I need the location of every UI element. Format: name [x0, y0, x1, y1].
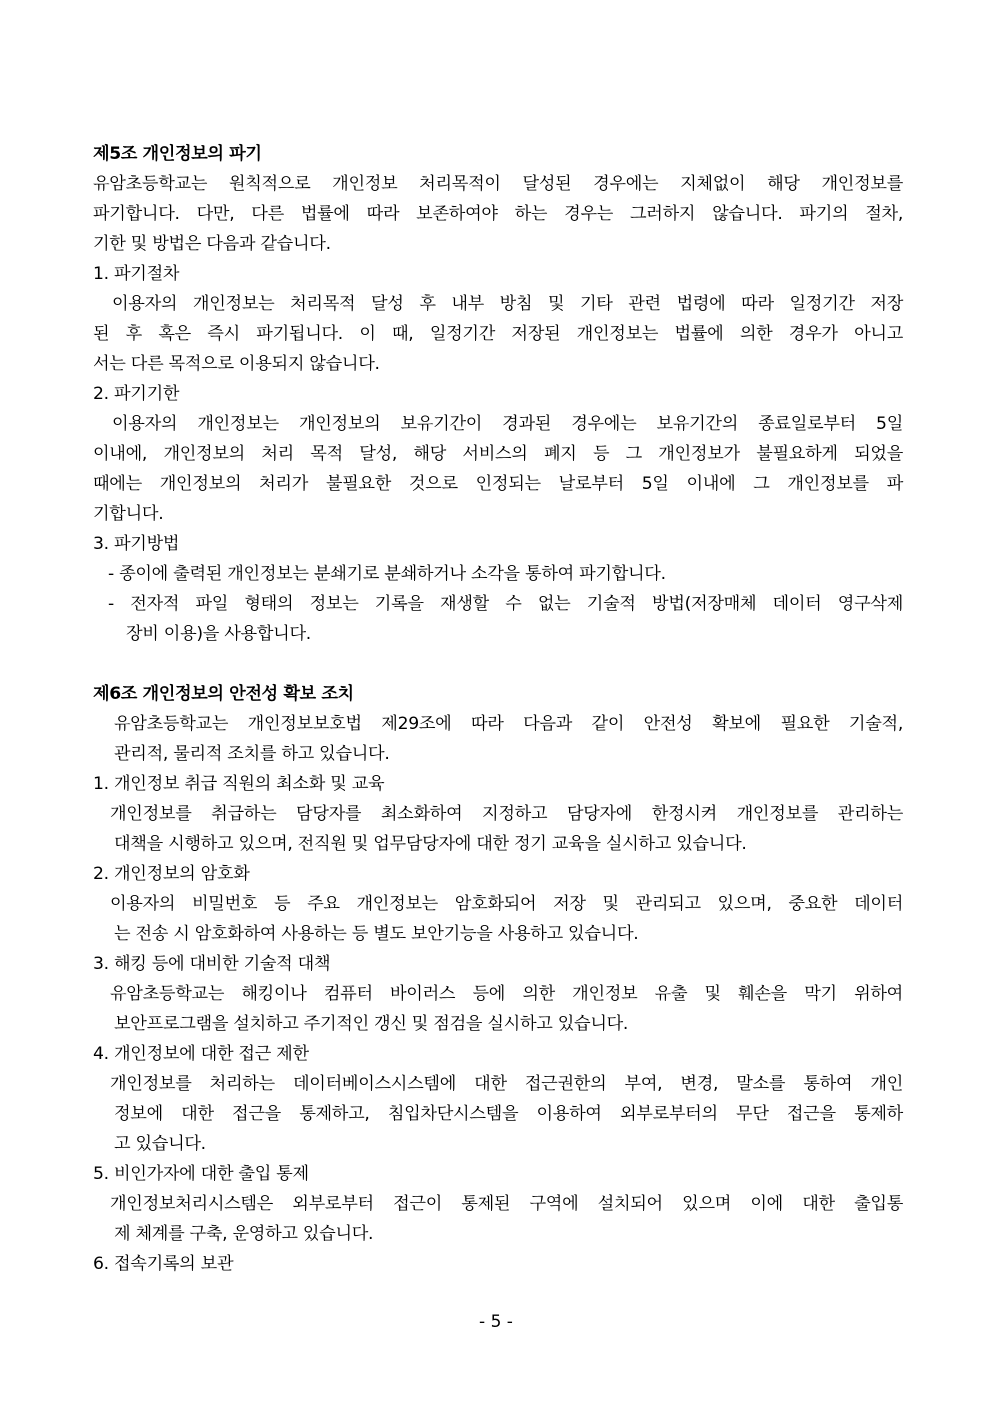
article-5-heading: 제5조 개인정보의 파기: [93, 144, 262, 164]
article-6-heading: 제6조 개인정보의 안전성 확보 조치: [93, 684, 354, 704]
destruction-deadline-title: 2. 파기기한: [93, 384, 180, 404]
destruction-deadline-line: 때에는 개인정보의 처리가 불필요한 것으로 인정되는 날로부터 5일 이내에 그 개인정보를 파: [93, 474, 903, 494]
access-log-retention-title: 6. 접속기록의 보관: [93, 1254, 234, 1274]
encryption-line: 는 전송 시 암호화하여 사용하는 등 별도 보안기능을 사용하고 있습니다.: [114, 924, 639, 944]
destruction-deadline-line: 기합니다.: [93, 504, 164, 524]
article-5-intro-line: 기한 및 방법은 다음과 같습니다.: [93, 234, 331, 254]
destruction-procedure-line: 서는 다른 목적으로 이용되지 않습니다.: [93, 354, 380, 374]
hacking-countermeasures-line: 유암초등학교는 해킹이나 컴퓨터 바이러스 등에 의한 개인정보 유출 및 훼손을 막기 위하여: [110, 984, 903, 1004]
destruction-method-bullet-continuation: 장비 이용)을 사용합니다.: [126, 624, 311, 644]
destruction-method-bullet: - 종이에 출력된 개인정보는 분쇄기로 분쇄하거나 소각을 통하여 파기합니다.: [108, 564, 666, 584]
destruction-procedure-title: 1. 파기절차: [93, 264, 180, 284]
encryption-line: 이용자의 비밀번호 등 주요 개인정보는 암호화되어 저장 및 관리되고 있으며, 중요한 데이터: [110, 894, 903, 914]
staff-minimization-line: 개인정보를 취급하는 담당자를 최소화하여 지정하고 담당자에 한정시켜 개인정보를 관리하는: [110, 804, 903, 824]
unauthorized-entry-control-line: 개인정보처리시스템은 외부로부터 접근이 통제된 구역에 설치되어 있으며 이에 대한 출입통: [110, 1194, 903, 1214]
destruction-method-bullet: - 전자적 파일 형태의 정보는 기록을 재생할 수 없는 기술적 방법(저장매체 데이터 영구삭제: [108, 594, 903, 614]
unauthorized-entry-control-title: 5. 비인가자에 대한 출입 통제: [93, 1164, 309, 1184]
encryption-title: 2. 개인정보의 암호화: [93, 864, 250, 884]
article-5-intro-line: 파기합니다. 다만, 다른 법률에 따라 보존하여야 하는 경우는 그러하지 않습니다. 파기의 절차,: [93, 204, 903, 224]
destruction-deadline-line: 이용자의 개인정보는 개인정보의 보유기간이 경과된 경우에는 보유기간의 종료일로부터 5일: [112, 414, 903, 434]
article-5-intro-line: 유암초등학교는 원칙적으로 개인정보 처리목적이 달성된 경우에는 지체없이 해당 개인정보를: [93, 174, 903, 194]
access-restriction-title: 4. 개인정보에 대한 접근 제한: [93, 1044, 309, 1064]
article-6-intro-line: 관리적, 물리적 조치를 하고 있습니다.: [114, 744, 390, 764]
destruction-procedure-line: 이용자의 개인정보는 처리목적 달성 후 내부 방침 및 기타 관련 법령에 따라 일정기간 저장: [112, 294, 903, 314]
destruction-deadline-line: 이내에, 개인정보의 처리 목적 달성, 해당 서비스의 폐지 등 그 개인정보가 불필요하게 되었을: [93, 444, 903, 464]
staff-minimization-title: 1. 개인정보 취급 직원의 최소화 및 교육: [93, 774, 385, 794]
access-restriction-line: 정보에 대한 접근을 통제하고, 침입차단시스템을 이용하여 외부로부터의 무단 접근을 통제하: [114, 1104, 903, 1124]
page-number: - 5 -: [479, 1312, 513, 1332]
hacking-countermeasures-line: 보안프로그램을 설치하고 주기적인 갱신 및 점검을 실시하고 있습니다.: [114, 1014, 629, 1034]
unauthorized-entry-control-line: 제 체계를 구축, 운영하고 있습니다.: [114, 1224, 374, 1244]
access-restriction-line: 개인정보를 처리하는 데이터베이스시스템에 대한 접근권한의 부여, 변경, 말소를 통하여 개인: [110, 1074, 903, 1094]
destruction-procedure-line: 된 후 혹은 즉시 파기됩니다. 이 때, 일정기간 저장된 개인정보는 법률에 의한 경우가 아니고: [93, 324, 903, 344]
staff-minimization-line: 대책을 시행하고 있으며, 전직원 및 업무담당자에 대한 정기 교육을 실시하고 있습니다.: [114, 834, 747, 854]
access-restriction-line: 고 있습니다.: [114, 1134, 206, 1154]
destruction-method-title: 3. 파기방법: [93, 534, 180, 554]
article-6-intro-line: 유암초등학교는 개인정보보호법 제29조에 따라 다음과 같이 안전성 확보에 필요한 기술적,: [114, 714, 903, 734]
hacking-countermeasures-title: 3. 해킹 등에 대비한 기술적 대책: [93, 954, 331, 974]
